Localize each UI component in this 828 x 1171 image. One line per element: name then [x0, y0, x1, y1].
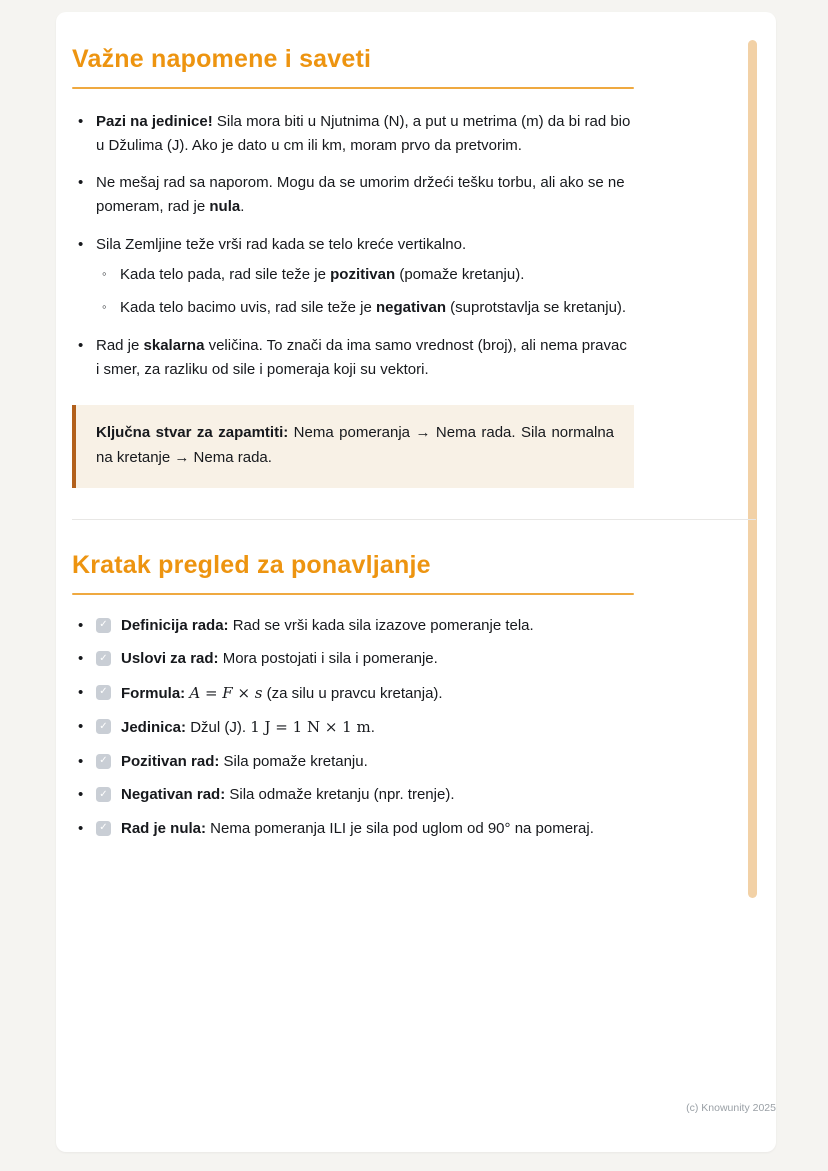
- checklist-item: [72, 716, 634, 740]
- checklist-item-text: Definicija rada: Rad se vrši kada sila izazove pomeranje tela.: [121, 616, 534, 634]
- section-title-review: Kratak pregled za ponavljanje: [72, 550, 431, 579]
- bullet-dot: [72, 784, 96, 807]
- section-underline: [72, 87, 634, 89]
- section-notes: [72, 44, 634, 488]
- checked-checkbox-icon: [96, 821, 111, 836]
- check-icon: ✓: [99, 720, 108, 732]
- check-icon: ✓: [99, 619, 108, 631]
- bullet-dot: [72, 648, 96, 671]
- list-item: [72, 233, 634, 320]
- check-icon: ✓: [99, 788, 108, 800]
- list-item: [72, 110, 634, 157]
- list-item-text: Ne mešaj rad sa naporom. Mogu da se umorim držeći tešku torbu, ali ako se ne pomeram, rad je nula.: [96, 174, 625, 216]
- section-title-notes: Važne napomene i saveti: [72, 45, 372, 73]
- list-item-text: Kada telo pada, rad sile teže je pozitivan (pomaže kretanju).: [120, 266, 525, 284]
- checked-checkbox-icon: [96, 685, 111, 700]
- list-item: [96, 296, 634, 320]
- checklist-item-text: Negativan rad: Sila odmaže kretanju (npr. trenje).: [121, 786, 455, 804]
- page-content: [72, 44, 756, 851]
- checklist-item: [72, 784, 634, 807]
- checked-checkbox-icon: [96, 754, 111, 769]
- checklist-item: [72, 682, 634, 706]
- checklist-item-text: Uslovi za rad: Mora postojati i sila i pomeranje.: [121, 650, 438, 668]
- review-checklist: [72, 615, 634, 841]
- sub-bullet-list: [96, 263, 634, 319]
- checklist-item: [72, 648, 634, 671]
- section-review: [72, 550, 634, 841]
- section-divider: [72, 519, 756, 520]
- checklist-item-text: Formula: A = F × s (za silu u pravcu kretanja).: [121, 683, 443, 702]
- callout-text: Ključna stvar za zapamtiti: Nema pomeranja → Nema rada. Sila normalna na kretanje → Nema rada.: [96, 424, 615, 466]
- notes-bullet-list: [72, 110, 634, 381]
- bullet-dot: [72, 615, 96, 638]
- copyright-footer: (c) Knowunity 2025: [686, 1102, 776, 1114]
- checklist-item-text: Jedinica: Džul (J). 1 J = 1 N × 1 m.: [121, 718, 375, 737]
- checklist-item: [72, 751, 634, 774]
- bullet-dot: [72, 818, 96, 841]
- checked-checkbox-icon: [96, 787, 111, 802]
- bullet-dot: [72, 682, 96, 705]
- checklist-item-text: Pozitivan rad: Sila pomaže kretanju.: [121, 752, 368, 770]
- list-item-text: Sila Zemljine teže vrši rad kada se telo kreće vertikalno.: [96, 235, 467, 253]
- checklist-item: [72, 615, 634, 638]
- key-takeaway-callout: [72, 405, 634, 488]
- section-underline: [72, 593, 634, 595]
- checklist-item: [72, 818, 634, 841]
- checked-checkbox-icon: [96, 618, 111, 633]
- check-icon: ✓: [99, 652, 108, 664]
- check-icon: ✓: [99, 755, 108, 767]
- list-item: [96, 263, 634, 287]
- list-item-text: Pazi na jedinice! Sila mora biti u Njutnima (N), a put u metrima (m) da bi rad bio u Džulima (J). Ako je dato u cm ili km, moram prvo da pretvorim.: [96, 113, 631, 154]
- notes-page-card: [56, 12, 776, 1152]
- checked-checkbox-icon: [96, 651, 111, 666]
- bullet-dot: [72, 751, 96, 774]
- list-item-text: Kada telo bacimo uvis, rad sile teže je negativan (suprotstavlja se kretanju).: [120, 299, 627, 317]
- list-item: [72, 334, 634, 381]
- check-icon: ✓: [99, 822, 108, 834]
- list-item-text: Rad je skalarna veličina. To znači da ima samo vrednost (broj), ali nema pravac i smer, za razliku od sile i pomeraja koji su vektori.: [96, 336, 627, 378]
- list-item: [72, 171, 634, 218]
- checklist-item-text: Rad je nula: Nema pomeranja ILI je sila pod uglom od 90° na pomeraj.: [121, 819, 594, 837]
- bullet-dot: [72, 716, 96, 739]
- checked-checkbox-icon: [96, 719, 111, 734]
- check-icon: ✓: [99, 686, 108, 698]
